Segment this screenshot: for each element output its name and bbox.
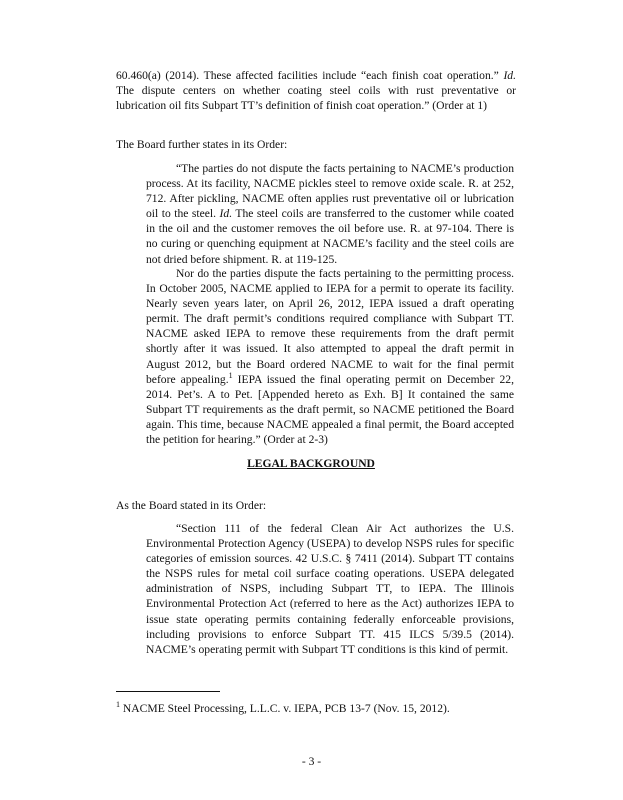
paragraph-text: 60.460(a) (2014). These affected facilities include “each finish coat operation.” <box>116 69 499 82</box>
paragraph-permitting-process-quote <box>146 266 514 447</box>
citation-id: Id. <box>503 69 516 82</box>
footnote-reference: 1 <box>228 370 233 380</box>
paragraph-board-states: The Board further states in its Order: <box>116 138 288 151</box>
paragraph-section-111-quote: “Section 111 of the federal Clean Air Act authorizes the U.S. Environmental Protection Agency (USEPA) to develop NSPS rules for specific categories of emission sources. 42 U.S.C. § 7411 (2014). Subpart TT contains the NSPS rules for metal coil surface coating operations. USEPA delegated administration of NSPS, including Subpart TT, to IEPA. The Illinois Environmental Protection Act (referred to here as the Act) authorizes IEPA to issue state operating permits containing federally enforceable provisions, including provisions to enforce Subpart TT. 415 ILCS 5/39.5 (2014). NACME’s operating permit with Subpart TT conditions is this kind of permit. <box>146 522 514 656</box>
paragraph-text: The steel coils are transferred to the customer while coated in the oil and the customer removes the oil before use. R. at 97-104. There is no curing or quenching equipment at NACME’s facility and the steel coils are not dried before shipment. R. at 119-125. <box>146 207 514 266</box>
footnote-text: NACME Steel Processing, L.L.C. v. IEPA, PCB 13-7 (Nov. 15, 2012). <box>122 702 450 715</box>
paragraph-text: Nor do the parties dispute the facts pertaining to the permitting process. In October 2005, NACME applied to IEPA for a permit to operate its facility. Nearly seven years later, on April 26, 2012, IEPA issued a draft operating permit. The draft permit’s conditions required compliance with Subpart TT. NACME asked IEPA to remove these requirements from the draft permit shortly after it was issued. It also attempted to appeal the draft permit in August 2012, but the Board ordered NACME to wait for the final permit before appealing. <box>146 267 514 386</box>
footnote <box>116 701 516 716</box>
footnote-number: 1 <box>116 700 120 710</box>
paragraph-order-quote-end <box>116 68 516 113</box>
paragraph-production-process-quote <box>146 161 514 267</box>
section-heading-legal-background: LEGAL BACKGROUND <box>247 457 375 470</box>
paragraph-text: “The parties do not dispute the facts pertaining to NACME’s production process. At its facility, NACME pickles steel to remove oxide scale. R. at 252, 712. After pickling, NACME often applies rust preventative oil or lubrication oil to the steel. <box>146 162 514 221</box>
paragraph-text: The dispute centers on whether coating steel coils with rust preventative or lubrication oil fits Subpart TT’s definition of finish coat operation.” (Order at 1) <box>116 84 516 113</box>
page-number: - 3 - <box>301 755 322 768</box>
paragraph-text: IEPA issued the final operating permit on December 22, 2014. Pet’s. A to Pet. [Appended hereto as Exh. B] It contained the same Subpart TT requirements as the draft permit, so NACME petitioned the Board again. This time, because NACME appealed a final permit, the Board accepted the petition for hearing.” (Order at 2-3) <box>146 372 514 447</box>
citation-id: Id. <box>219 207 233 221</box>
footnote-separator <box>116 691 220 692</box>
paragraph-board-stated: As the Board stated in its Order: <box>116 499 267 512</box>
